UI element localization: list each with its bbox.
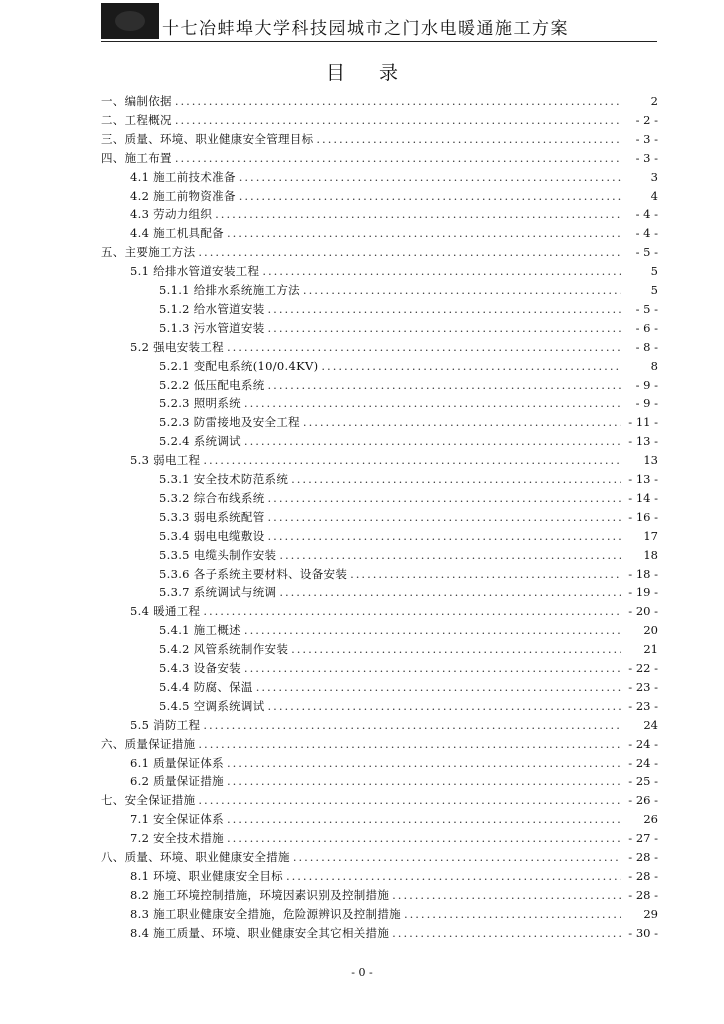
toc-entry-page: 4 xyxy=(650,188,658,203)
toc-entry[interactable] xyxy=(101,93,658,111)
toc-dot-leader xyxy=(350,567,621,581)
toc-entry-label: 5.4 暖通工程 xyxy=(130,604,201,619)
toc-entry[interactable] xyxy=(159,490,658,508)
toc-dot-leader xyxy=(239,170,621,184)
toc-entry-page: - 22 - xyxy=(628,661,658,675)
toc-dot-leader xyxy=(239,189,621,203)
toc-entry-label: 8.4 施工质量、环境、职业健康安全其它相关措施 xyxy=(130,925,390,940)
toc-entry-page: - 6 - xyxy=(635,320,658,335)
toc-entry-page: - 25 - xyxy=(628,774,658,789)
toc-dot-leader xyxy=(316,132,621,146)
toc-dot-leader xyxy=(268,529,621,543)
toc-entry-page: 29 xyxy=(643,906,658,921)
toc-entry-page: - 13 - xyxy=(628,434,658,449)
toc-entry-label: 二、工程概况 xyxy=(101,112,172,127)
toc-entry-page: - 2 - xyxy=(635,112,658,127)
toc-entry-label: 5.2.1 变配电系统(10/0.4KV) xyxy=(159,358,319,373)
toc-entry[interactable] xyxy=(159,566,658,584)
toc-entry-label: 5.4.2 风管系统制作安装 xyxy=(159,642,289,657)
toc-entry[interactable] xyxy=(130,755,658,773)
toc-dot-leader xyxy=(227,340,621,354)
toc-entry[interactable] xyxy=(130,868,658,886)
toc-entry[interactable] xyxy=(159,301,658,319)
toc-dot-leader xyxy=(321,359,621,373)
toc-entry[interactable] xyxy=(101,150,658,168)
toc-entry-page: - 4 - xyxy=(635,207,658,222)
toc-dot-leader xyxy=(203,604,621,618)
toc-entry[interactable] xyxy=(130,830,658,848)
toc-entry-label: 6.2 质量保证措施 xyxy=(130,774,224,789)
toc-entry-page: 18 xyxy=(643,547,658,562)
toc-entry-page: 5 xyxy=(650,283,658,297)
toc-entry[interactable] xyxy=(130,603,658,621)
toc-entry[interactable] xyxy=(130,717,658,735)
toc-entry[interactable] xyxy=(130,811,658,829)
toc-entry[interactable] xyxy=(130,887,658,905)
toc-entry-label: 5.2.3 照明系统 xyxy=(159,396,241,411)
document-header-title: 十七冶蚌埠大学科技园城市之门水电暖通施工方案 xyxy=(162,19,569,39)
toc-entry-label: 5.2.3 防雷接地及安全工程 xyxy=(159,415,300,430)
toc-dot-leader xyxy=(198,245,621,259)
toc-entry[interactable] xyxy=(159,584,658,602)
toc-dot-leader xyxy=(175,151,621,165)
header-divider xyxy=(101,41,657,42)
toc-dot-leader xyxy=(404,907,621,921)
toc-entry-label: 5.1 给排水管道安装工程 xyxy=(130,264,260,279)
toc-entry-label: 7.2 安全技术措施 xyxy=(130,831,224,846)
toc-entry[interactable] xyxy=(130,452,658,470)
toc-entry-label: 5.3 弱电工程 xyxy=(130,453,201,468)
toc-entry[interactable] xyxy=(101,792,658,810)
toc-entry-page: - 8 - xyxy=(635,339,658,354)
toc-entry[interactable] xyxy=(130,206,658,224)
toc-entry-page: 17 xyxy=(643,528,658,543)
toc-entry-page: - 28 - xyxy=(628,850,658,864)
toc-entry-label: 四、施工布置 xyxy=(101,150,172,165)
toc-entry-page: - 4 - xyxy=(635,226,658,241)
toc-entry[interactable] xyxy=(130,925,658,943)
toc-entry-page: 2 xyxy=(650,94,658,108)
toc-dot-leader xyxy=(227,756,621,770)
toc-dot-leader xyxy=(175,94,621,108)
toc-dot-leader xyxy=(244,434,621,448)
toc-dot-leader xyxy=(268,510,621,524)
toc-dot-leader xyxy=(262,264,621,278)
page-number-footer: - 0 - xyxy=(351,966,373,979)
toc-dot-leader xyxy=(279,585,621,599)
toc-entry[interactable] xyxy=(130,188,658,206)
toc-dot-leader xyxy=(227,812,621,826)
toc-entry-label: 5.4.1 施工概述 xyxy=(159,623,241,638)
toc-entry-page: 13 xyxy=(643,453,658,468)
toc-dot-leader xyxy=(227,774,621,788)
toc-dot-leader xyxy=(227,831,621,845)
toc-entry-page: - 18 - xyxy=(628,566,658,581)
toc-entry[interactable] xyxy=(159,641,658,659)
toc-dot-leader xyxy=(392,888,621,902)
toc-entry-label: 5.4.3 设备安装 xyxy=(159,661,241,675)
toc-entry-label: 五、主要施工方法 xyxy=(101,245,196,260)
toc-entry[interactable] xyxy=(130,225,658,243)
toc-heading: 目 录 xyxy=(325,62,413,84)
toc-entry-page: 24 xyxy=(643,717,658,732)
toc-entry-label: 5.4.4 防腐、保温 xyxy=(159,679,253,694)
toc-entry-page: - 24 - xyxy=(628,755,658,770)
toc-entry-page: - 14 - xyxy=(628,490,658,505)
toc-dot-leader xyxy=(268,302,621,316)
toc-entry-label: 5.4.5 空调系统调试 xyxy=(159,698,265,713)
toc-entry-page: 20 xyxy=(643,623,658,638)
toc-entry[interactable] xyxy=(130,906,658,924)
toc-entry-page: 5 xyxy=(650,264,658,279)
toc-entry-label: 5.3.6 各子系统主要材料、设备安装 xyxy=(159,566,348,581)
toc-entry-label: 5.3.1 安全技术防范系统 xyxy=(159,472,289,486)
toc-dot-leader xyxy=(291,642,621,656)
toc-entry[interactable] xyxy=(159,471,658,489)
toc-entry-label: 6.1 质量保证体系 xyxy=(130,755,224,770)
toc-dot-leader xyxy=(268,378,621,392)
toc-entry-label: 5.2 强电安装工程 xyxy=(130,339,224,354)
toc-dot-leader xyxy=(291,472,621,486)
toc-entry-page: - 16 - xyxy=(628,509,658,524)
toc-entry-page: - 5 - xyxy=(635,301,658,316)
toc-entry[interactable] xyxy=(159,433,658,451)
toc-dot-leader xyxy=(268,491,621,505)
toc-entry-label: 5.2.2 低压配电系统 xyxy=(159,377,265,392)
toc-entry[interactable] xyxy=(159,509,658,527)
toc-entry-page: - 5 - xyxy=(635,245,658,260)
company-logo xyxy=(101,3,159,39)
toc-entry[interactable] xyxy=(159,358,658,376)
toc-dot-leader xyxy=(244,623,621,637)
toc-entry-page: - 20 - xyxy=(628,604,658,619)
toc-dot-leader xyxy=(203,718,621,732)
toc-entry-label: 7.1 安全保证体系 xyxy=(130,812,224,827)
toc-entry-page: - 11 - xyxy=(628,415,658,430)
toc-entry[interactable] xyxy=(159,282,658,300)
toc-entry-label: 5.3.3 弱电系统配管 xyxy=(159,509,265,524)
toc-dot-leader xyxy=(215,207,621,221)
toc-entry-label: 5.1.2 给水管道安装 xyxy=(159,301,265,316)
toc-entry-page: - 9 - xyxy=(635,396,658,411)
toc-dot-leader xyxy=(303,415,621,429)
toc-entry-label: 8.1 环境、职业健康安全目标 xyxy=(130,868,283,883)
toc-dot-leader xyxy=(244,396,621,410)
toc-entry[interactable] xyxy=(101,736,658,754)
toc-entry[interactable] xyxy=(159,679,658,697)
toc-entry-page: - 19 - xyxy=(628,585,658,600)
toc-dot-leader xyxy=(198,737,621,751)
toc-entry-page: - 28 - xyxy=(628,868,658,883)
toc-entry-label: 5.5 消防工程 xyxy=(130,717,201,732)
toc-dot-leader xyxy=(198,793,621,807)
toc-entry-label: 六、质量保证措施 xyxy=(101,736,196,751)
toc-entry-page: - 23 - xyxy=(628,698,658,713)
toc-dot-leader xyxy=(175,113,621,127)
toc-entry[interactable] xyxy=(101,112,658,130)
toc-entry-page: - 27 - xyxy=(628,831,658,846)
toc-entry-label: 4.2 施工前物资准备 xyxy=(130,188,236,203)
toc-entry-page: - 30 - xyxy=(628,925,658,940)
toc-entry[interactable] xyxy=(101,849,658,867)
toc-dot-leader xyxy=(286,869,621,883)
toc-entry-label: 5.3.7 系统调试与统调 xyxy=(159,585,277,600)
toc-entry-page: - 24 - xyxy=(628,736,658,751)
toc-entry[interactable] xyxy=(159,660,658,678)
toc-entry[interactable] xyxy=(159,414,658,432)
toc-entry-label: 4.3 劳动力组织 xyxy=(130,207,213,222)
toc-entry[interactable] xyxy=(159,377,658,395)
toc-entry-page: - 9 - xyxy=(635,377,658,392)
toc-entry[interactable] xyxy=(159,320,658,338)
toc-entry-page: - 28 - xyxy=(628,887,658,902)
toc-dot-leader xyxy=(303,283,621,297)
toc-entry[interactable] xyxy=(130,169,658,187)
toc-entry[interactable] xyxy=(130,773,658,791)
toc-entry-label: 4.4 施工机具配备 xyxy=(130,226,224,241)
toc-entry-page: - 3 - xyxy=(635,131,658,146)
toc-entry-label: 三、质量、环境、职业健康安全管理目标 xyxy=(101,131,314,146)
toc-entry-label: 七、安全保证措施 xyxy=(101,793,196,808)
toc-entry-page: 21 xyxy=(643,642,658,657)
toc-entry-label: 8.2 施工环境控制措施，环境因素识别及控制措施 xyxy=(130,887,390,902)
toc-entry[interactable] xyxy=(159,698,658,716)
toc-entry[interactable] xyxy=(101,244,658,262)
toc-entry[interactable] xyxy=(130,339,658,357)
toc-entry-page: 3 xyxy=(650,169,658,184)
toc-entry-label: 5.3.5 电缆头制作安装 xyxy=(159,547,277,562)
toc-dot-leader xyxy=(244,661,621,675)
toc-entry-label: 8.3 施工职业健康安全措施，危险源辨识及控制措施 xyxy=(130,906,401,921)
toc-entry[interactable] xyxy=(159,547,658,565)
toc-entry[interactable] xyxy=(101,131,658,149)
toc-dot-leader xyxy=(279,548,621,562)
toc-dot-leader xyxy=(293,850,621,864)
toc-entry-page: 26 xyxy=(643,812,658,827)
toc-entry[interactable] xyxy=(130,263,658,281)
toc-entry-label: 一、编制依据 xyxy=(101,94,172,108)
toc-entry-label: 5.1.3 污水管道安装 xyxy=(159,320,265,335)
toc-entry-page: 8 xyxy=(650,358,658,373)
toc-entry[interactable] xyxy=(159,395,658,413)
toc-dot-leader xyxy=(256,680,621,694)
toc-dot-leader xyxy=(227,226,621,240)
toc-entry-page: - 3 - xyxy=(635,150,658,165)
toc-entry-label: 5.2.4 系统调试 xyxy=(159,434,241,449)
toc-entry-page: - 26 - xyxy=(628,793,658,808)
toc-dot-leader xyxy=(268,699,621,713)
toc-entry-label: 5.3.4 弱电电缆敷设 xyxy=(159,528,265,543)
toc-entry[interactable] xyxy=(159,528,658,546)
toc-entry[interactable] xyxy=(159,622,658,640)
toc-dot-leader xyxy=(392,926,621,940)
toc-dot-leader xyxy=(203,453,621,467)
toc-entry-label: 4.1 施工前技术准备 xyxy=(130,169,236,184)
toc-entry-label: 5.1.1 给排水系统施工方法 xyxy=(159,283,300,297)
toc-entry-label: 5.3.2 综合布线系统 xyxy=(159,490,265,505)
toc-dot-leader xyxy=(268,321,621,335)
toc-entry-page: - 23 - xyxy=(628,679,658,694)
toc-entry-page: - 13 - xyxy=(628,472,658,486)
toc-entry-label: 八、质量、环境、职业健康安全措施 xyxy=(101,850,290,864)
